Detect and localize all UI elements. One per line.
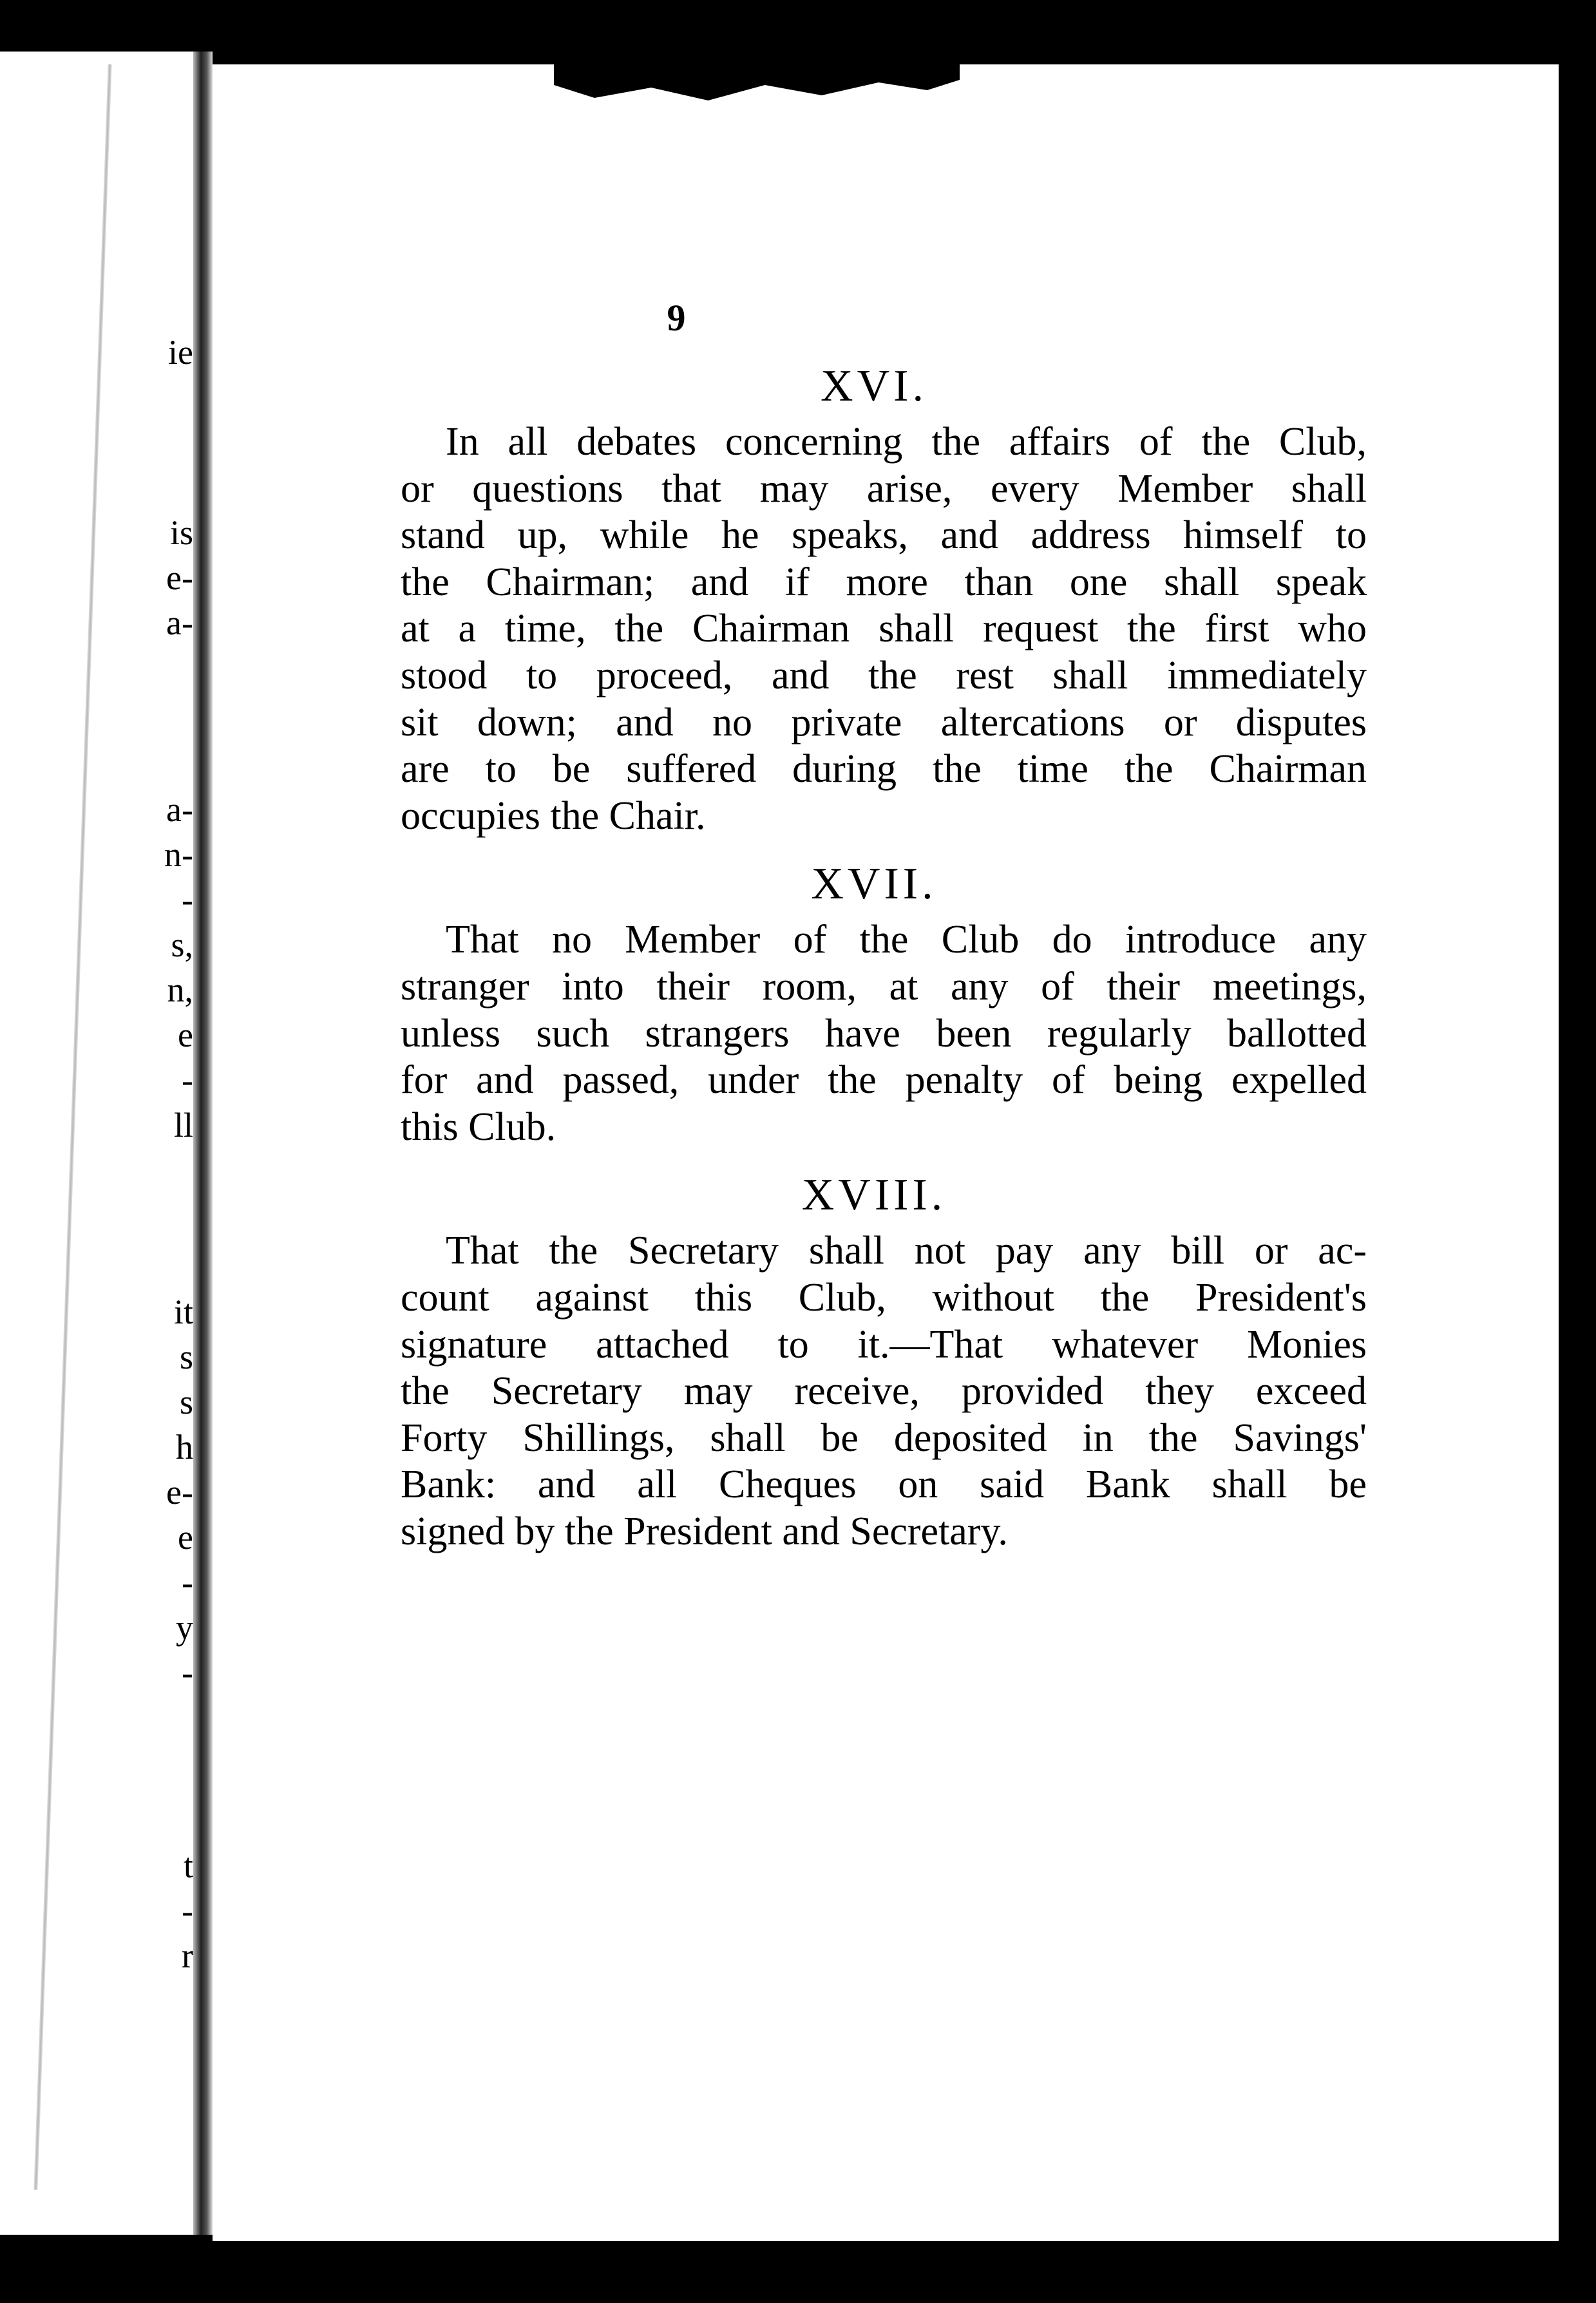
page xyxy=(213,64,1559,2241)
rule-xviii xyxy=(401,1163,1367,1555)
text-line: for and passed, under the penalty of being expelled xyxy=(401,1058,1367,1103)
previous-page-fragment: e- xyxy=(166,1473,193,1512)
text-line: Bank: and all Cheques on said Bank shall be xyxy=(401,1463,1367,1507)
previous-page-fragment: s, xyxy=(171,925,193,964)
rule-text xyxy=(401,916,1367,1150)
previous-page-fragment: - xyxy=(182,1653,193,1692)
previous-page-fragment: n- xyxy=(164,835,193,874)
previous-page-fragment: ie xyxy=(168,333,193,372)
rule-heading: XVI. xyxy=(821,361,927,411)
torn-edge xyxy=(554,64,960,116)
text-line: at a time, the Chairman shall request the first who xyxy=(401,607,1367,651)
text-line: sit down; and no private altercations or disputes xyxy=(401,700,1367,744)
rule-heading: XVII. xyxy=(811,859,937,909)
text-line: are to be suffered during the time the Chairman xyxy=(401,747,1367,791)
text-line: signed by the President and Secretary. xyxy=(401,1509,1008,1553)
text-line: Forty Shillings, shall be deposited in the Savings' xyxy=(401,1416,1367,1460)
previous-page-fragment: - xyxy=(182,1563,193,1602)
previous-page-fragment: h xyxy=(176,1428,193,1466)
previous-page-fragment: n, xyxy=(167,971,193,1009)
text-line: or questions that may arise, every Member shall xyxy=(401,466,1367,511)
previous-page-fragment: s xyxy=(179,1383,193,1421)
rule-xvii xyxy=(401,852,1367,1150)
previous-page-fragment: e- xyxy=(166,558,193,597)
book-gutter xyxy=(193,52,213,2235)
rule-text xyxy=(401,1227,1367,1555)
page-number: 9 xyxy=(667,297,686,339)
previous-page-fragment: - xyxy=(182,1891,193,1930)
rule-text xyxy=(401,419,1367,839)
previous-page-fragment: e xyxy=(178,1518,193,1557)
text-line: stranger into their room, at any of their meetings, xyxy=(401,964,1367,1009)
text-line: In all debates concerning the affairs of the Club, xyxy=(446,420,1367,464)
previous-page-fragment: a- xyxy=(166,790,193,829)
rule-xvi xyxy=(401,354,1367,839)
previous-page-edge xyxy=(0,52,193,2235)
text-line: signature attached to it.—That whatever Monies xyxy=(401,1322,1367,1367)
previous-page-fragment: - xyxy=(182,1061,193,1099)
previous-page-fragment: y xyxy=(176,1608,193,1647)
rule-heading: XVIII. xyxy=(801,1170,947,1220)
previous-page-fragment: s xyxy=(179,1338,193,1376)
previous-page-fragment: e xyxy=(178,1016,193,1054)
previous-page-fragment: is xyxy=(169,513,193,552)
text-line: occupies the Chair. xyxy=(401,793,706,838)
text-line: the Chairman; and if more than one shall speak xyxy=(401,560,1367,604)
previous-page-fragment: t xyxy=(183,1846,193,1885)
text-line: the Secretary may receive, provided they exceed xyxy=(401,1369,1367,1414)
previous-page-fragment: a- xyxy=(166,603,193,642)
page-body xyxy=(401,354,1367,1555)
previous-page-fragment: r xyxy=(182,1937,193,1975)
text-line: unless such strangers have been regularly ballotted xyxy=(401,1011,1367,1056)
previous-page-fragment: - xyxy=(182,880,193,919)
text-line: stand up, while he speaks, and address himself to xyxy=(401,513,1367,558)
text-line: this Club. xyxy=(401,1104,556,1149)
previous-page-fragment: it xyxy=(173,1293,193,1331)
previous-page-fragment: ll xyxy=(173,1106,193,1144)
text-line: count against this Club, without the President's xyxy=(401,1275,1367,1320)
text-line: That the Secretary shall not pay any bill or ac- xyxy=(446,1229,1367,1273)
text-line: stood to proceed, and the rest shall immediately xyxy=(401,653,1367,697)
text-line: That no Member of the Club do introduce any xyxy=(446,918,1367,962)
